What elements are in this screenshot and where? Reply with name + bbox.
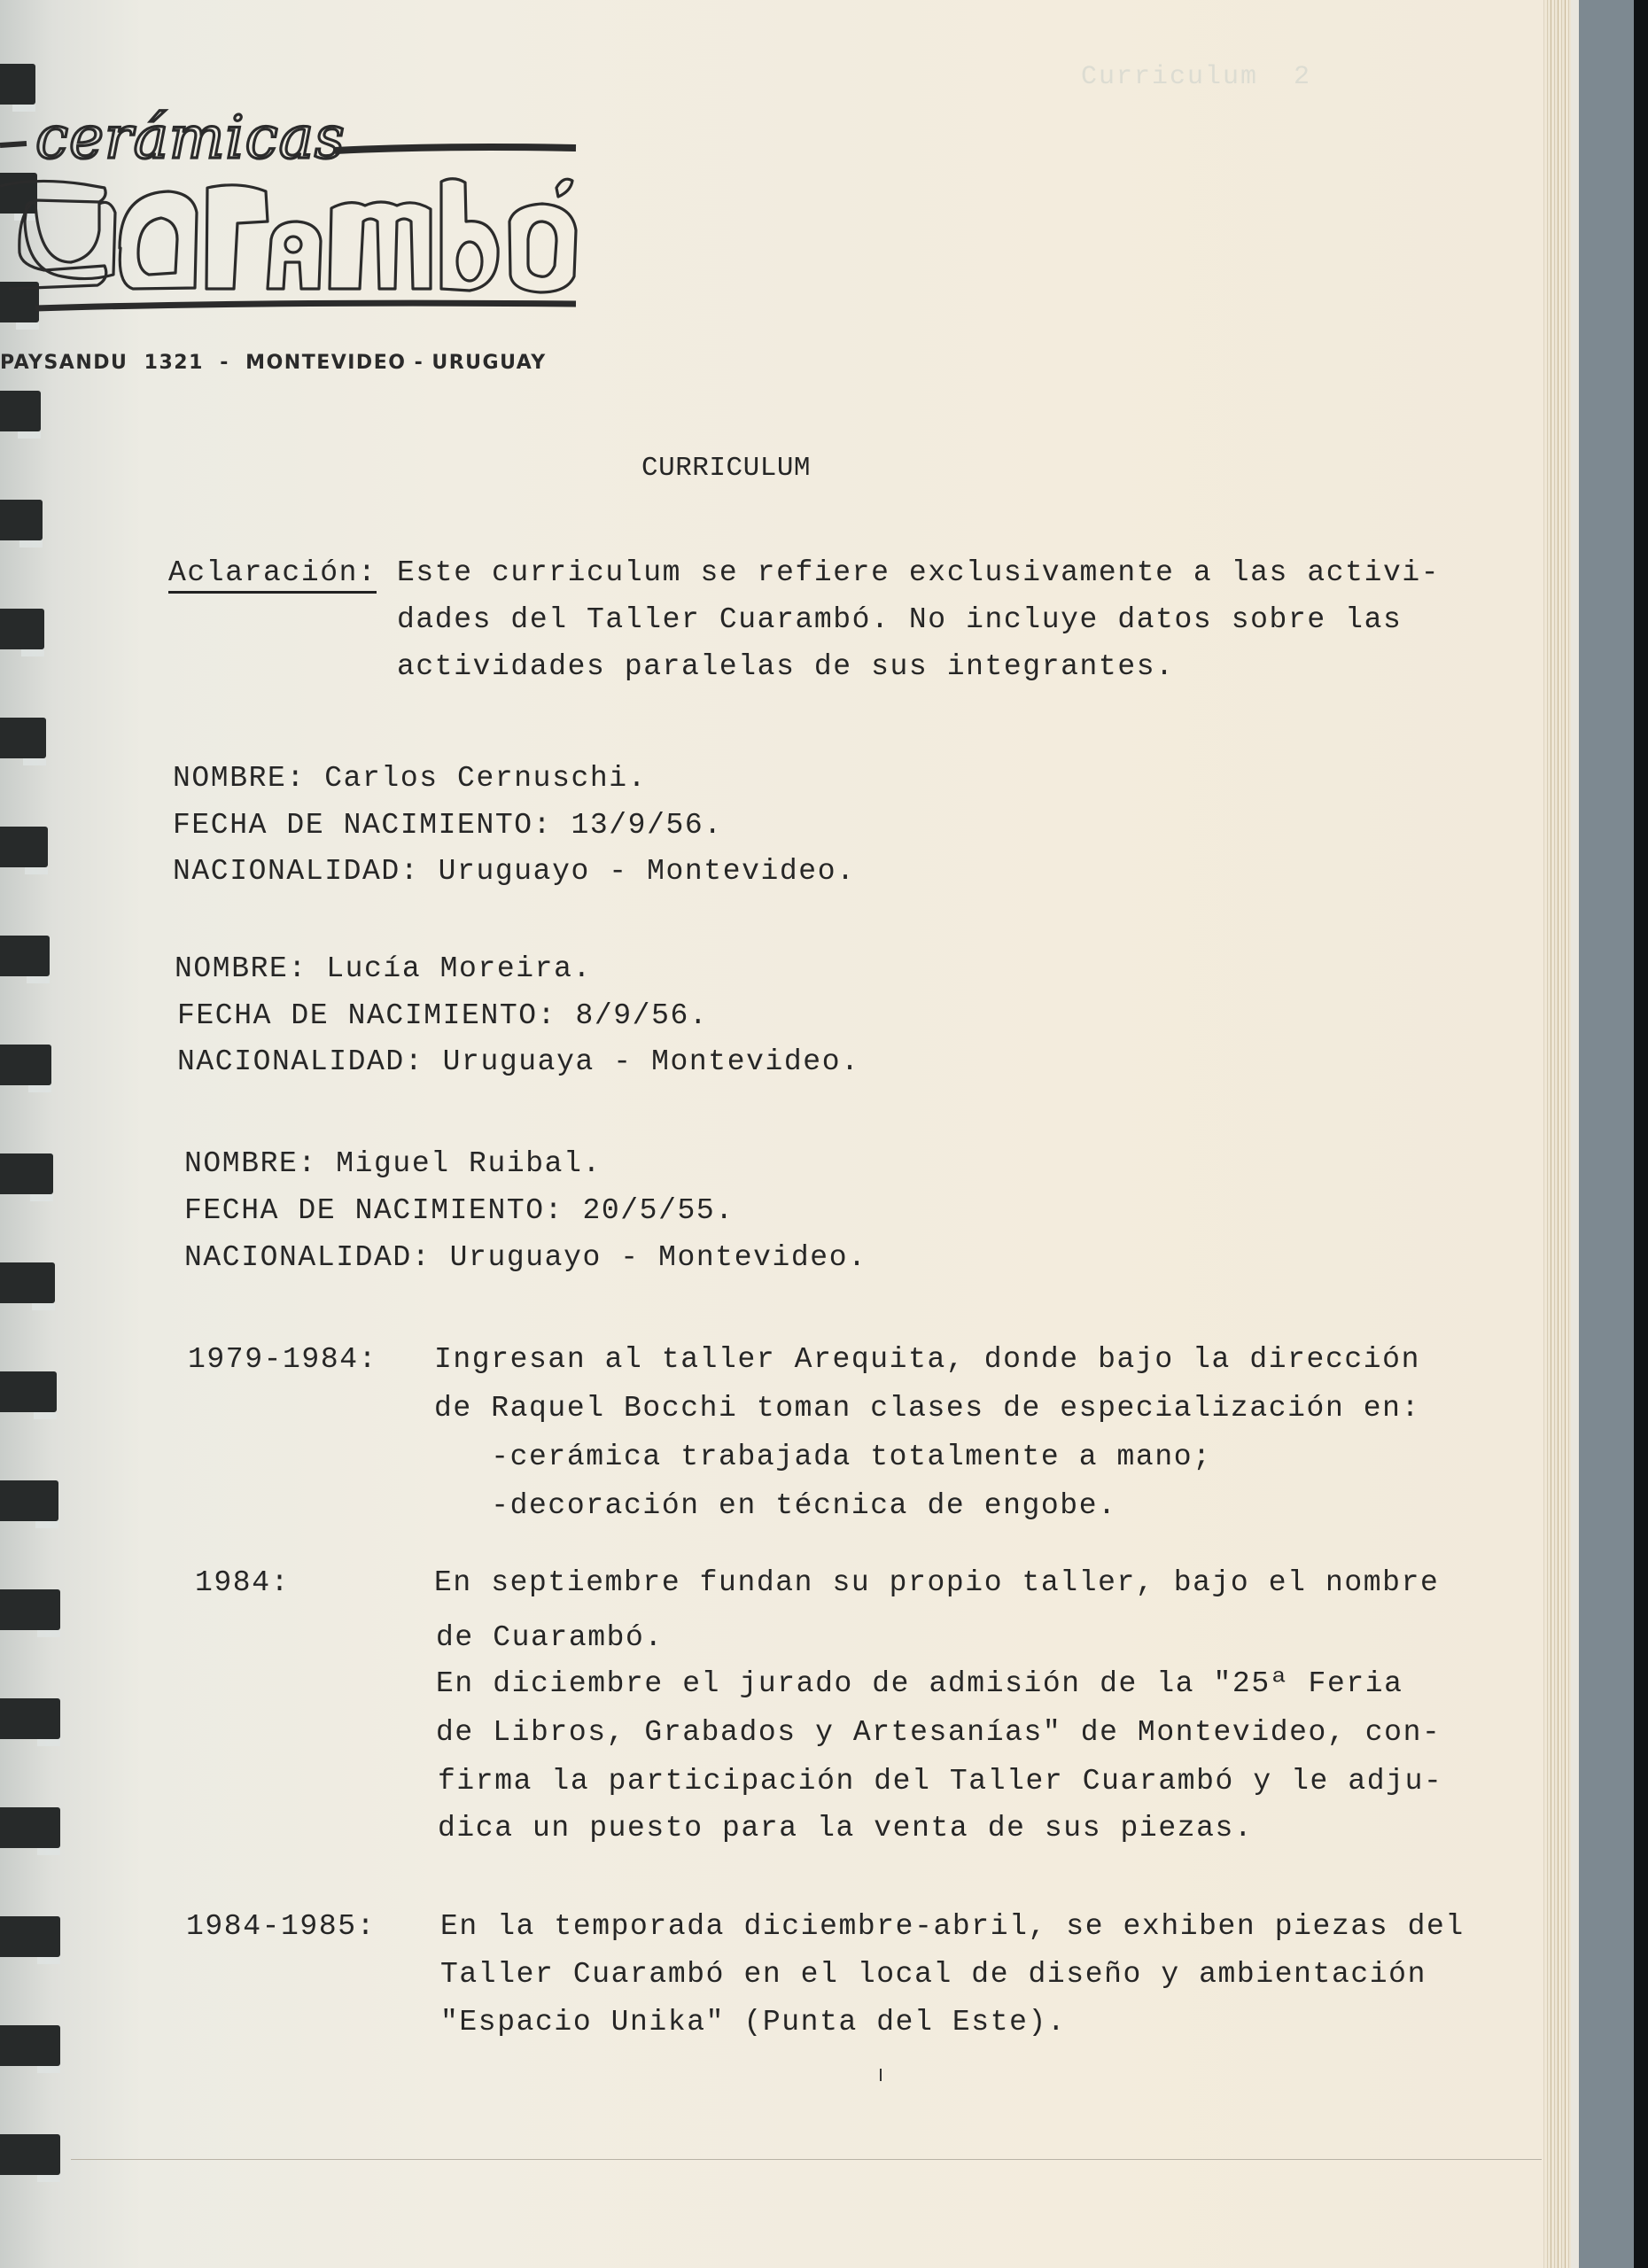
binding-ring	[0, 2025, 60, 2066]
ceramicas-cuarambo-logo-icon	[0, 89, 585, 328]
timeline-line: En septiembre fundan su propio taller, bajo el nombre	[434, 1566, 1440, 1599]
binding-ring	[0, 718, 46, 758]
timeline-line: de Cuarambó.	[436, 1621, 664, 1654]
binding-ring	[0, 391, 41, 431]
binding-ring	[0, 500, 43, 540]
letterhead-logo	[0, 89, 585, 332]
member-name: NOMBRE: Lucía Moreira.	[175, 952, 592, 985]
svg-text:cerámicas: cerámicas	[35, 104, 346, 172]
timeline-line: -decoración en técnica de engobe.	[434, 1489, 1117, 1522]
binding-ring	[0, 609, 44, 649]
timeline-line: dica un puesto para la venta de sus piezas.	[438, 1812, 1254, 1845]
binding-ring	[0, 1589, 60, 1630]
timeline-line: -cerámica trabajada totalmente a mano;	[434, 1441, 1212, 1473]
binding-ring	[0, 1262, 55, 1303]
timeline-line: "Espacio Unika" (Punta del Este).	[440, 2006, 1067, 2039]
binding-ring	[0, 1916, 60, 1957]
member-nationality: NACIONALIDAD: Uruguayo - Montevideo.	[173, 855, 856, 888]
timeline-line: En la temporada diciembre-abril, se exhiben piezas del	[440, 1910, 1465, 1943]
binding-ring	[0, 1480, 58, 1521]
timeline-line: Taller Cuarambó en el local de diseño y ambientación	[440, 1958, 1426, 1991]
member-nationality: NACIONALIDAD: Uruguayo - Montevideo.	[184, 1241, 867, 1274]
member-name: NOMBRE: Miguel Ruibal.	[184, 1147, 602, 1180]
show-through-header: Curriculum 2	[1081, 62, 1312, 92]
clarification-label: Aclaración:	[168, 558, 377, 594]
stacked-page-edges	[1543, 0, 1579, 2268]
clarification-line: Este curriculum se refiere exclusivamente a las activi-	[397, 556, 1441, 589]
binding-ring	[0, 1045, 51, 1085]
timeline-line: de Raquel Bocchi toman clases de especialización en:	[434, 1392, 1420, 1425]
clarification-line: actividades paralelas de sus integrantes.	[397, 650, 1175, 683]
member-birthdate: FECHA DE NACIMIENTO: 8/9/56.	[177, 999, 709, 1032]
timeline-line: Ingresan al taller Arequita, donde bajo la dirección	[434, 1343, 1420, 1376]
binding-ring	[0, 2134, 60, 2175]
member-nationality: NACIONALIDAD: Uruguaya - Montevideo.	[177, 1045, 860, 1078]
clarification-line: dades del Taller Cuarambó. No incluye datos sobre las	[397, 603, 1403, 636]
binding-ring	[0, 1153, 53, 1194]
stray-mark	[880, 2069, 882, 2081]
timeline-line: firma la participación del Taller Cuarambó y le adju-	[438, 1765, 1443, 1798]
binding-ring	[0, 827, 48, 867]
timeline-line: de Libros, Grabados y Artesanías" de Montevideo, con-	[436, 1716, 1442, 1749]
page-fold-line	[71, 2159, 1542, 2160]
letterhead-address: PAYSANDU 1321 - MONTEVIDEO - URUGUAY	[0, 352, 547, 374]
member-birthdate: FECHA DE NACIMIENTO: 20/5/55.	[184, 1194, 735, 1227]
timeline-period: 1979-1984:	[188, 1343, 378, 1376]
binding-ring	[0, 1698, 60, 1739]
timeline-line: En diciembre el jurado de admisión de la "25ª Feria	[436, 1667, 1403, 1700]
document-title: CURRICULUM	[641, 453, 812, 484]
member-birthdate: FECHA DE NACIMIENTO: 13/9/56.	[173, 809, 723, 842]
binding-ring	[0, 1807, 60, 1848]
timeline-period: 1984-1985:	[186, 1910, 377, 1943]
timeline-period: 1984:	[195, 1566, 291, 1599]
binding-ring	[0, 936, 50, 976]
binding-ring	[0, 1371, 57, 1412]
scanner-background	[1579, 0, 1634, 2268]
member-name: NOMBRE: Carlos Cernuschi.	[173, 762, 648, 795]
